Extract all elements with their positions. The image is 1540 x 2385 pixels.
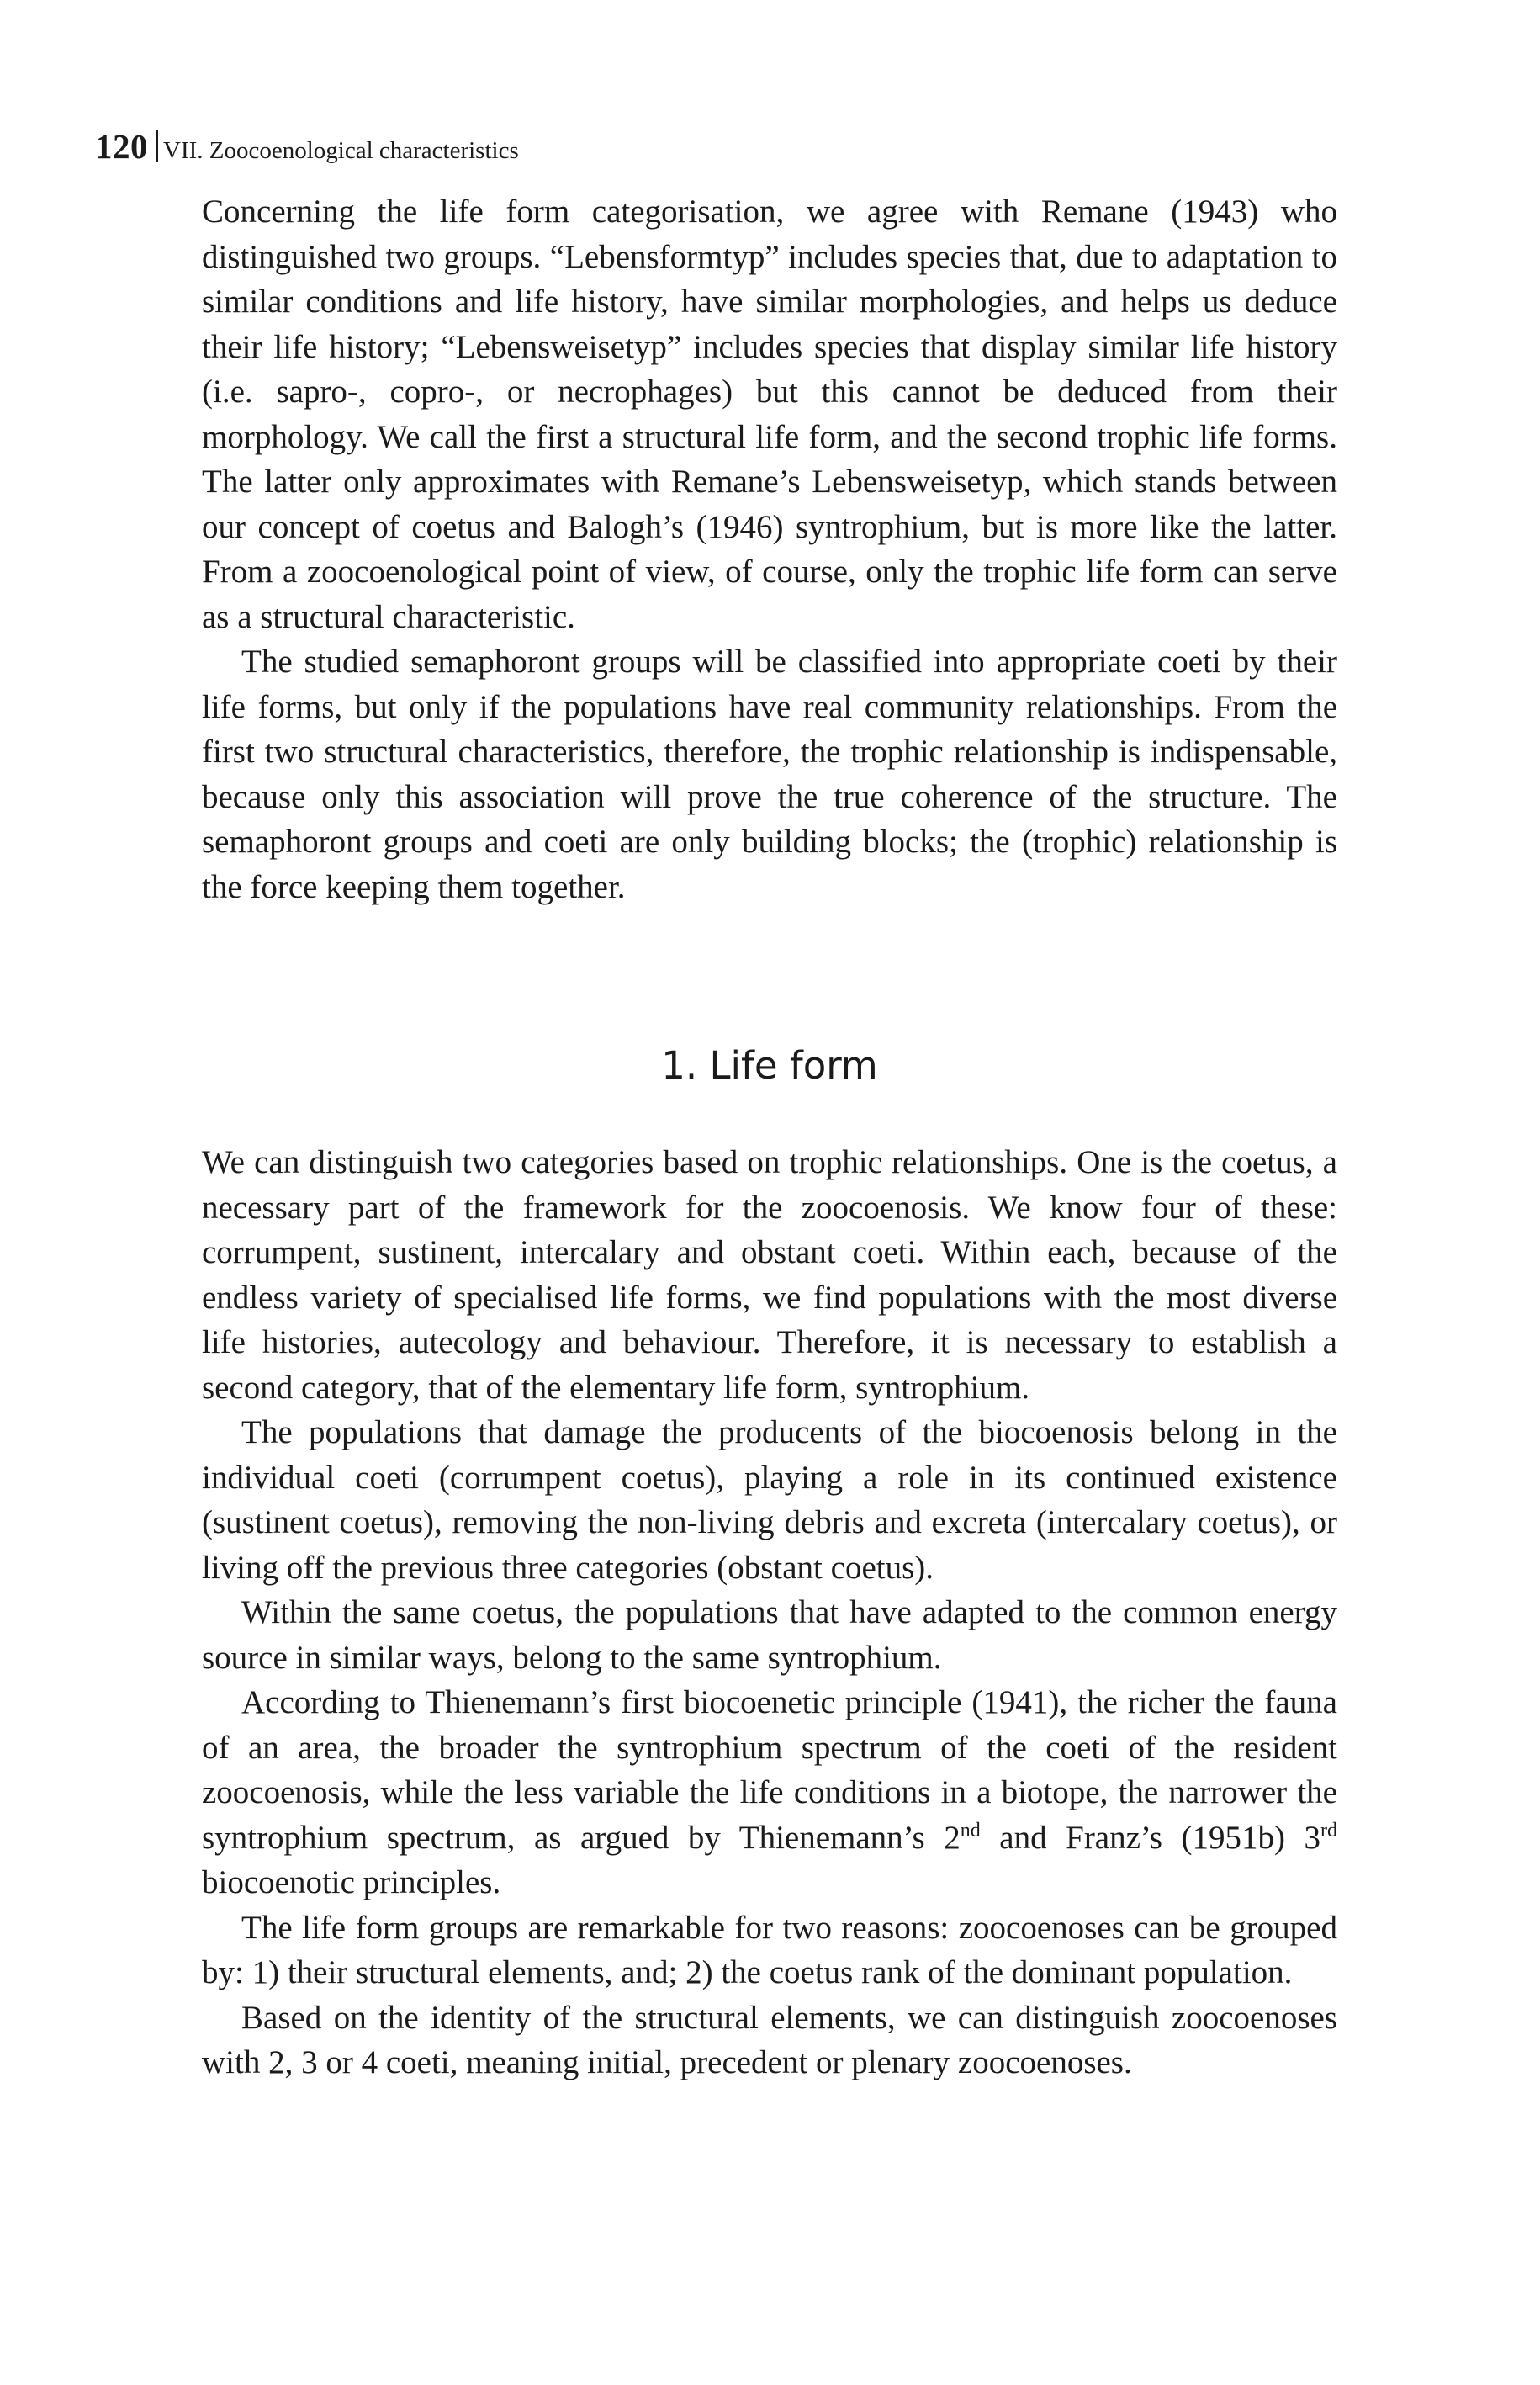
ordinal-third-suffix: rd [1320, 1819, 1337, 1842]
page-header [95, 126, 519, 168]
ordinal-third: 3 [1304, 1819, 1320, 1856]
ordinal-second-suffix: nd [960, 1819, 981, 1842]
intro-section [202, 189, 1337, 909]
life-form-section [202, 1140, 1337, 2086]
section-heading: 1. Life form [661, 1043, 878, 1088]
paragraph-principles [202, 1680, 1337, 1905]
running-head: VII. Zoocoenological characteristics [163, 137, 519, 164]
paragraph: The studied semaphoront groups will be classified into appropriate coeti by their life forms, but only if the populations have real community relationships. From the first two structural characteristics, therefore, the trophic relationship is indispensable, because only this association will prove the true coherence of the structure. The semaphoront groups and coeti are only building blocks; the (trophic) relationship is the force keeping them together. [202, 644, 1337, 905]
page-number: 120 [95, 127, 148, 166]
ordinal-second: 2 [944, 1819, 961, 1856]
paragraph: Within the same coetus, the populations that have adapted to the common energy source in similar ways, belong to the same syntrophium. [202, 1594, 1337, 1676]
header-divider [156, 130, 158, 162]
paragraph: Concerning the life form categorisation, we agree with Remane (1943) who distinguished two groups. “Lebensformtyp” includes species that, due to adaptation to similar conditions and life history, have similar morphologies, and helps us deduce their life history; “Lebensweisetyp” includes species that display similar life history (i.e. sapro-, copro-, or necrophages) but this cannot be deduced from their morphology. We call the first a structural life form, and the second trophic life forms. The latter only approximates with Remane’s Lebensweisetyp, which stands between our concept of coetus and Balogh’s (1946) syntrophium, but is more like the latter. From a zoocoenological point of view, of course, only the trophic life form can serve as a structural characteristic. [202, 193, 1337, 635]
principle-text-mid: and Franz’s (1951b) [980, 1819, 1305, 1856]
paragraph: The life form groups are remarkable for two reasons: zoocoenoses can be grouped by: 1) their structural elements, and; 2) the coetus rank of the dominant population. [202, 1909, 1337, 1990]
principle-text-main: According to Thienemann’s first biocoenetic principle (1941), the richer the fauna of an area, the broader the syntrophium spectrum of the coeti of the resident zoocoenosis, while the less variable the life conditions in a biotope, the narrower the syntrophium spectrum, as argued by Thienemann’s [202, 1684, 1337, 1856]
principle-text-end: biocoenotic principles. [202, 1864, 501, 1900]
paragraph: The populations that damage the producents of the biocoenosis belong in the individual coeti (corrumpent coetus), playing a role in its continued existence (sustinent coetus), removing the non-living debris and excreta (intercalary coetus), or living off the previous three categories (obstant coetus). [202, 1414, 1337, 1586]
paragraph: Based on the identity of the structural elements, we can distinguish zoocoenoses with 2, 3 or 4 coeti, meaning initial, precedent or plenary zoocoenoses. [202, 1999, 1337, 2080]
paragraph: We can distinguish two categories based on trophic relationships. One is the coetus, a necessary part of the framework for the zoocoenosis. We know four of these: corrumpent, sustinent, intercalary and obstant coeti. Within each, because of the endless variety of specialised life forms, we find populations with the most diverse life histories, autecology and behaviour. Therefore, it is necessary to establish a second category, that of the elementary life form, syntrophium. [202, 1144, 1337, 1406]
